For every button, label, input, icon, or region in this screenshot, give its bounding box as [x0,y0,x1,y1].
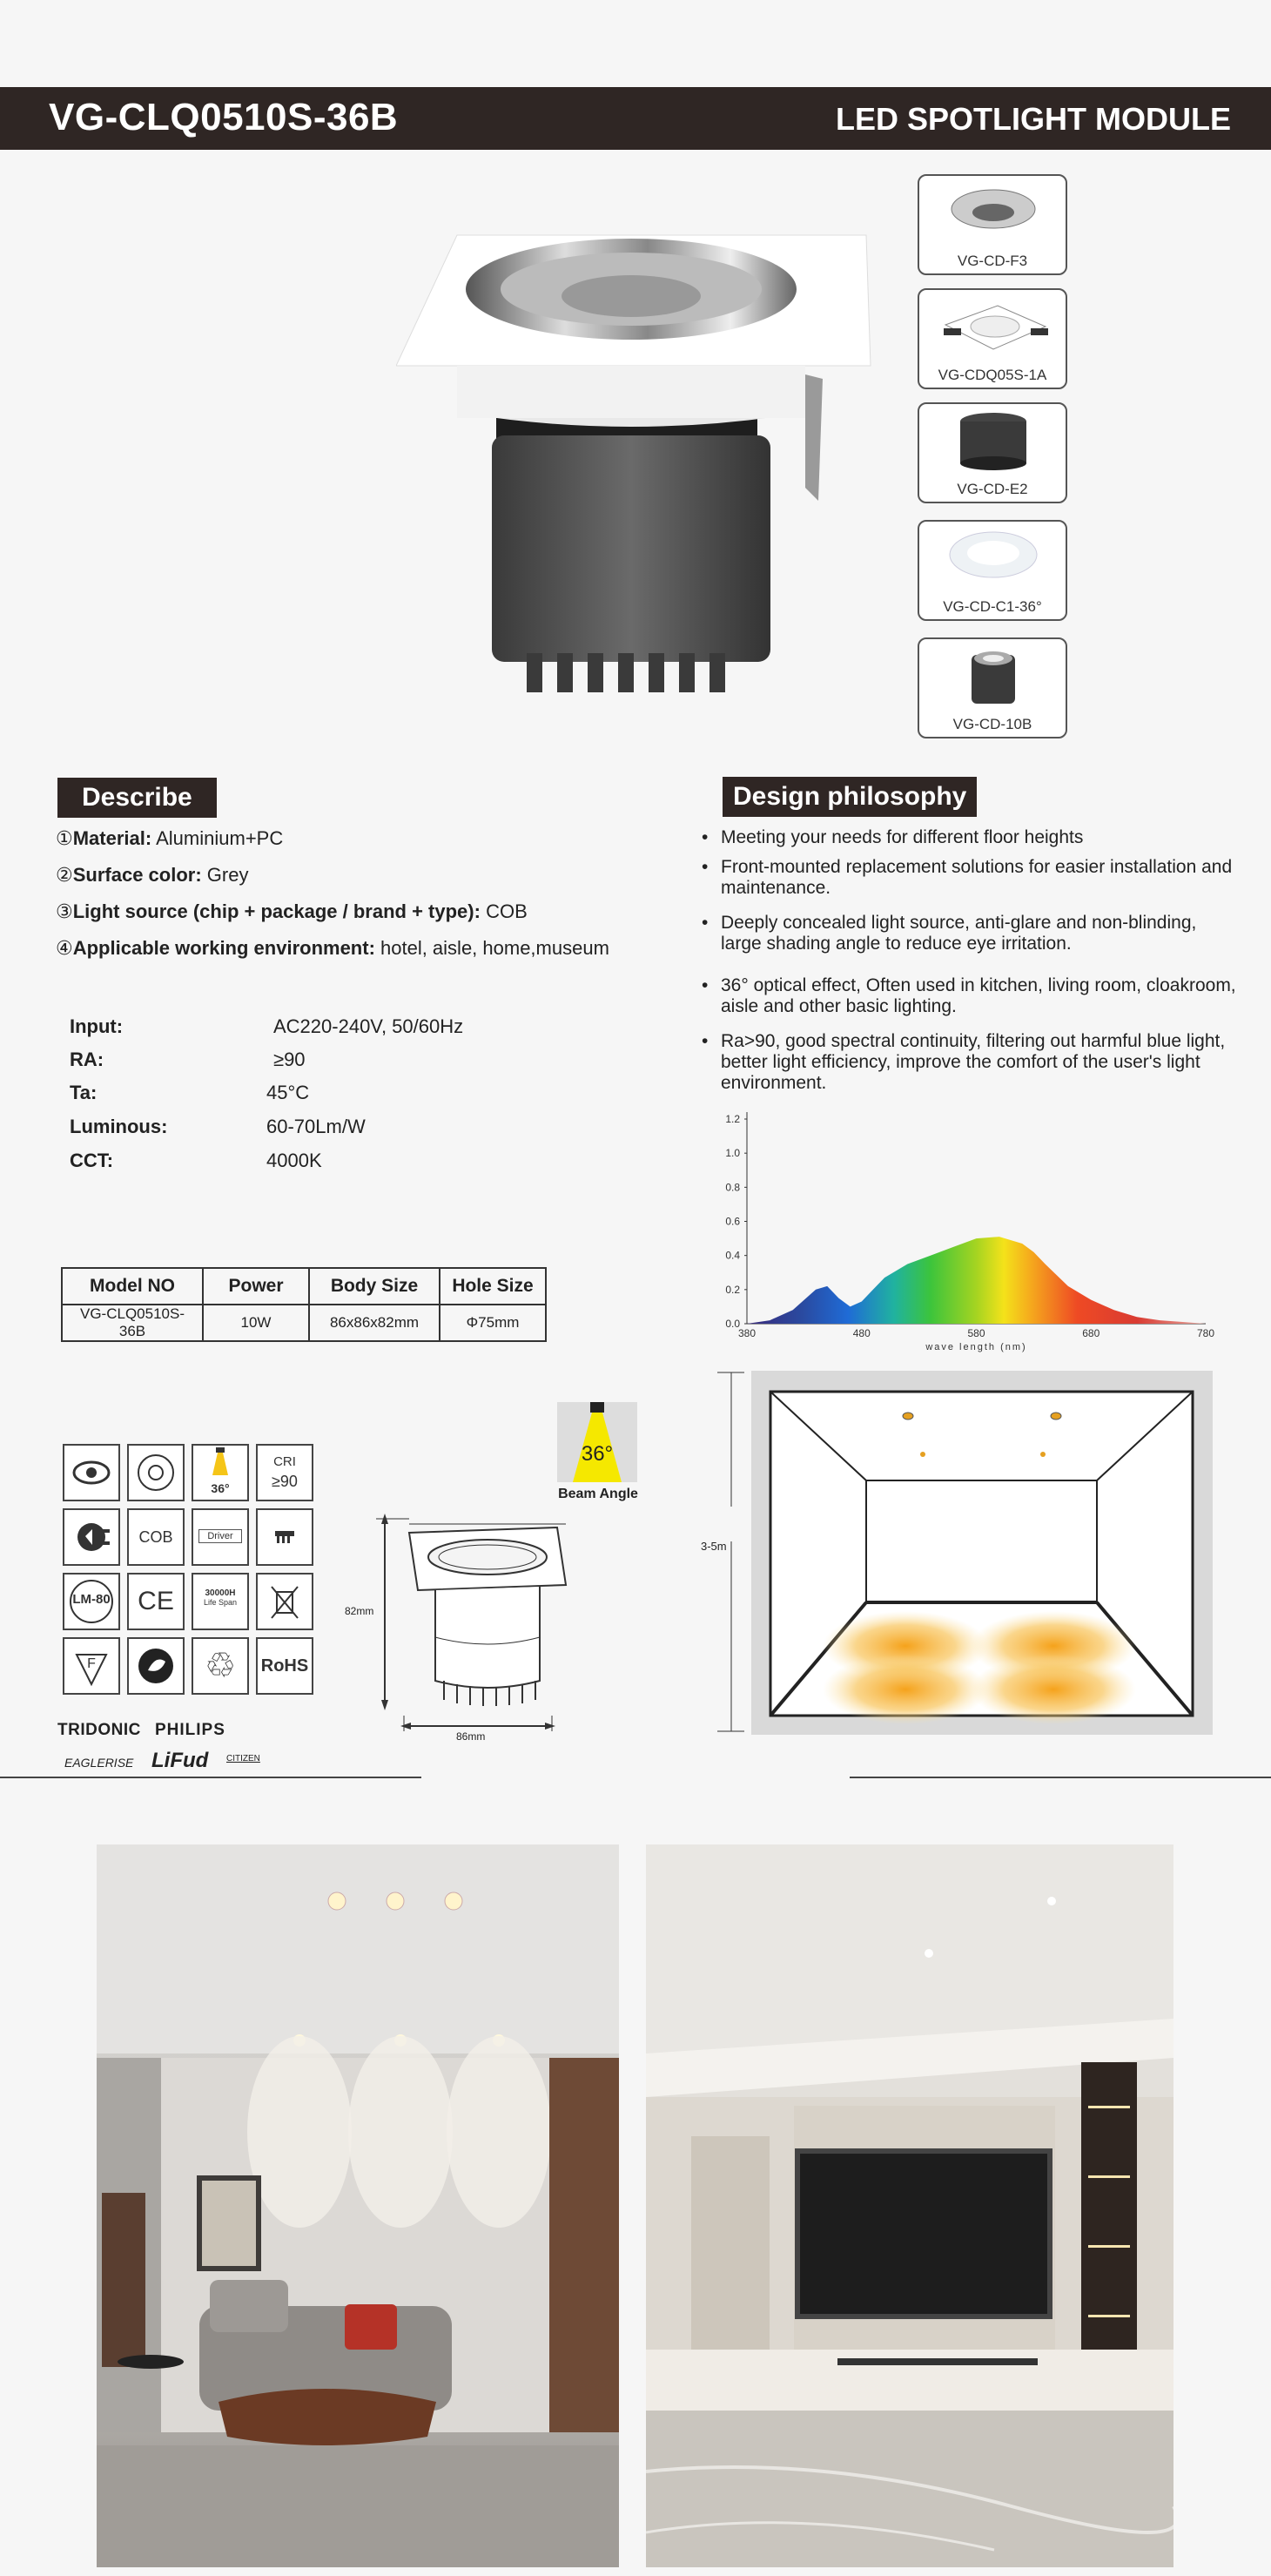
spec-label: Luminous: [70,1116,168,1137]
spec-label: RA: [70,1049,104,1070]
accessory-label: VG-CD-10B [952,716,1032,732]
tv-wall-photo [646,1844,1173,2567]
eco-icon [127,1637,185,1695]
housing-icon [919,404,1067,474]
describe-heading: Describe [57,778,217,818]
room-diagram [696,1367,1219,1742]
eye-icon [63,1444,120,1501]
square-frame-icon [919,290,1067,360]
product-title: LED SPOTLIGHT MODULE [836,101,1231,137]
ce-icon: CE [127,1573,185,1630]
design-bullet: • Meeting your needs for different floor heights [702,827,1084,847]
cob-icon: COB [127,1508,185,1566]
y-tick-label: 0.0 [725,1318,740,1330]
design-bullet: • 36° optical effect, Often used in kitchen, living room, cloakroom, aisle and other basic lighting. [702,975,1236,1016]
y-tick-label: 1.0 [725,1147,740,1160]
design-bullet: • Front-mounted replacement solutions for easier installation and maintenance. [702,857,1233,898]
model-title: VG-CLQ0510S-36B [49,96,399,138]
spectrum-chart [696,1106,1236,1359]
room-height-label: 3-5m [701,1540,727,1553]
rohs-icon: RoHS [256,1637,313,1695]
x-tick-label: 780 [1196,1327,1215,1339]
y-tick-label: 0.4 [725,1249,740,1262]
accessory-card [918,174,1067,275]
plug-icon [63,1508,120,1566]
x-axis-label: wave length (nm) [925,1342,1027,1352]
recycle-icon: ♲ [192,1637,249,1695]
x-tick-label: 580 [967,1327,985,1339]
divider-left [0,1777,421,1778]
brand-philips: PHILIPS [155,1721,225,1739]
spectrum-area [747,1237,1206,1324]
spec-label: CCT: [70,1150,114,1171]
y-tick-label: 1.2 [725,1113,740,1125]
spec-value: 60-70Lm/W [266,1116,366,1137]
divider-right [850,1777,1271,1778]
brand-tridonic: TRIDONIC [57,1721,141,1739]
anti-glare-icon [127,1444,185,1501]
x-tick-label: 680 [1082,1327,1100,1339]
spec-label: Ta: [70,1082,98,1103]
accessory-card [918,402,1067,503]
accessory-card [918,520,1067,621]
dimension-drawing [331,1507,592,1750]
describe-item: ②Surface color: Grey [56,864,249,886]
lifespan-icon: 30000H Life Span [192,1573,249,1630]
y-tick-label: 0.2 [725,1283,740,1296]
describe-item: ③Light source (chip + package / brand + type): COB [56,900,528,922]
y-tick-label: 0.8 [725,1181,740,1194]
lens-icon [919,522,1067,591]
width-dimension: 86mm [456,1730,486,1743]
accessory-card [918,637,1067,738]
module-icon [919,639,1067,709]
brand-citizen: CITIZEN [226,1754,260,1763]
accessory-label: VG-CD-F3 [957,253,1028,269]
beam-angle-graphic: 36° [557,1402,637,1482]
brand-eaglerise: EAGLERISE [64,1756,134,1770]
accessory-label: VG-CD-E2 [957,481,1028,497]
y-tick-label: 0.6 [725,1215,740,1228]
accessory-card [918,288,1067,389]
spec-value: AC220-240V, 50/60Hz [273,1015,464,1037]
f-mark-icon: F [63,1637,120,1695]
header-bar [0,87,1271,150]
table-header: Power [203,1268,309,1305]
table-cell: Φ75mm [440,1305,546,1341]
spec-label: Input: [70,1015,124,1037]
design-bullet: • Deeply concealed light source, anti-glare and non-blinding, large shading angle to reduce eye irritation. [702,913,1197,954]
reflector-icon [919,176,1067,246]
brand-lifud: LiFud [151,1749,209,1772]
table-header: Hole Size [440,1268,546,1305]
accessory-label: VG-CD-C1-36° [943,598,1042,615]
spec-value: 45°C [266,1082,310,1103]
design-heading: Design philosophy [723,777,977,817]
spec-value: ≥90 [273,1049,306,1070]
cri-icon: CRI ≥90 [256,1444,313,1501]
beam-angle-label: Beam Angle [558,1487,638,1501]
table-cell: VG-CLQ0510S-36B [62,1305,203,1341]
table-row [62,1305,546,1341]
driver-icon: Driver [192,1508,249,1566]
weee-icon [256,1573,313,1630]
height-dimension: 82mm [345,1605,374,1617]
accessory-label: VG-CDQ05S-1A [938,367,1047,383]
beam-36-icon: 36° [192,1444,249,1501]
table-cell: 86x86x82mm [309,1305,440,1341]
x-tick-label: 380 [737,1327,757,1339]
design-bullet: • Ra>90, good spectral continuity, filtering out harmful blue light, better light efficiency, improve the comfort of the user's light environment. [702,1031,1226,1093]
product-image [396,226,875,697]
table-header: Model NO [62,1268,203,1305]
spec-value: 4000K [266,1150,322,1171]
model-table [61,1267,547,1342]
lm80-icon: LM-80 [63,1573,120,1630]
heatsink-icon [256,1508,313,1566]
describe-item: ④Applicable working environment: hotel, aisle, home,museum [56,937,609,959]
table-header: Body Size [309,1268,440,1305]
x-tick-label: 480 [852,1327,871,1339]
describe-item: ①Material: Aluminium+PC [56,827,284,849]
living-room-photo [97,1844,619,2567]
table-header-row [62,1268,546,1305]
table-cell: 10W [203,1305,309,1341]
